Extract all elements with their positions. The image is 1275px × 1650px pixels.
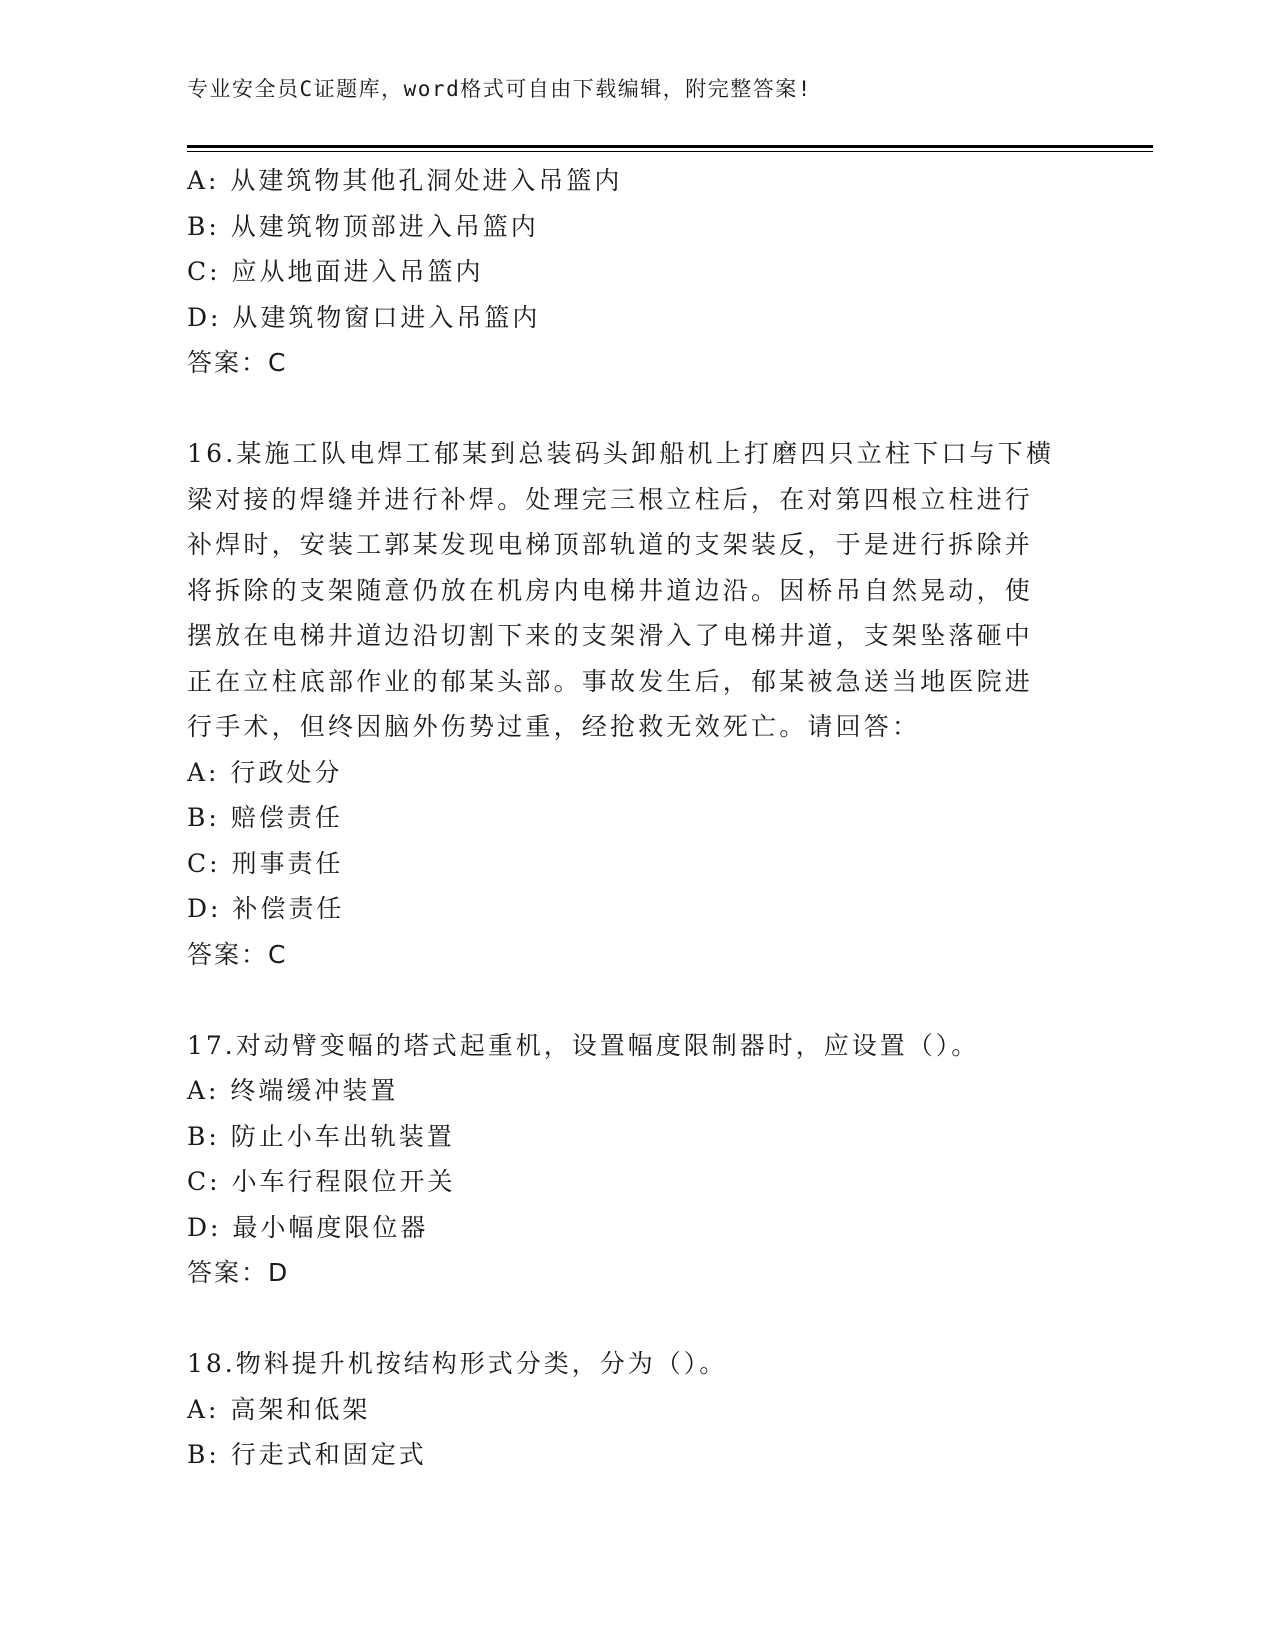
question-16 [187, 431, 1087, 977]
question-15-options [187, 158, 1087, 386]
question-line: 将拆除的支架随意仍放在机房内电梯井道边沿。因桥吊自然晃动，使 [187, 575, 1034, 605]
option-d: D: 最小幅度限位器 [187, 1212, 429, 1242]
question-text [187, 431, 1067, 750]
answer: 答案：C [187, 348, 288, 377]
option-d: D: 补偿责任 [187, 894, 345, 923]
document-header: 专业安全员C证题库，word格式可自由下载编辑，附完整答案! [187, 77, 812, 101]
option-a: A: 行政处分 [187, 757, 343, 787]
question-line: 行手术，但终因脑外伤势过重，经抢救无效死亡。请回答： [187, 712, 921, 741]
question-18 [187, 1341, 1087, 1478]
option-a: A: 高架和低架 [187, 1394, 371, 1424]
answer: 答案：D [187, 1258, 290, 1287]
option-c: C: 应从地面进入吊篮内 [187, 257, 484, 286]
question-17 [187, 1023, 1087, 1296]
option-a: A: 从建筑物其他孔洞处进入吊篮内 [187, 166, 623, 195]
option-b: B: 行走式和固定式 [187, 1440, 427, 1469]
option-a: A: 终端缓冲装置 [187, 1076, 399, 1105]
option-c: C: 刑事责任 [187, 848, 344, 878]
document-body [187, 158, 1087, 1478]
question-line: 补焊时，安装工郭某发现电梯顶部轨道的支架装反，于是进行拆除并 [187, 530, 1034, 559]
question-line: 摆放在电梯井道边沿切割下来的支架滑入了电梯井道，支架坠落砸中 [187, 621, 1034, 650]
question-line: 正在立柱底部作业的郁某头部。事故发生后，郁某被急送当地医院进 [187, 666, 1034, 696]
question-line: 16.某施工队电焊工郁某到总装码头卸船机上打磨四只立柱下口与下横 [187, 439, 1055, 468]
option-b: B: 防止小车出轨装置 [187, 1121, 455, 1151]
question-line: 梁对接的焊缝并进行补焊。处理完三根立柱后，在对第四根立柱进行 [187, 484, 1034, 514]
option-b: B: 赔偿责任 [187, 803, 343, 832]
option-c: C: 小车行程限位开关 [187, 1167, 456, 1196]
option-d: D: 从建筑物窗口进入吊篮内 [187, 302, 541, 332]
header-divider-thin [187, 151, 1153, 152]
option-b: B: 从建筑物顶部进入吊篮内 [187, 211, 539, 241]
question-text: 17.对动臂变幅的塔式起重机，设置幅度限制器时，应设置（）。 [187, 1030, 980, 1060]
answer: 答案：C [187, 939, 288, 969]
question-text: 18.物料提升机按结构形式分类，分为（）。 [187, 1349, 728, 1378]
header-divider [187, 145, 1153, 148]
